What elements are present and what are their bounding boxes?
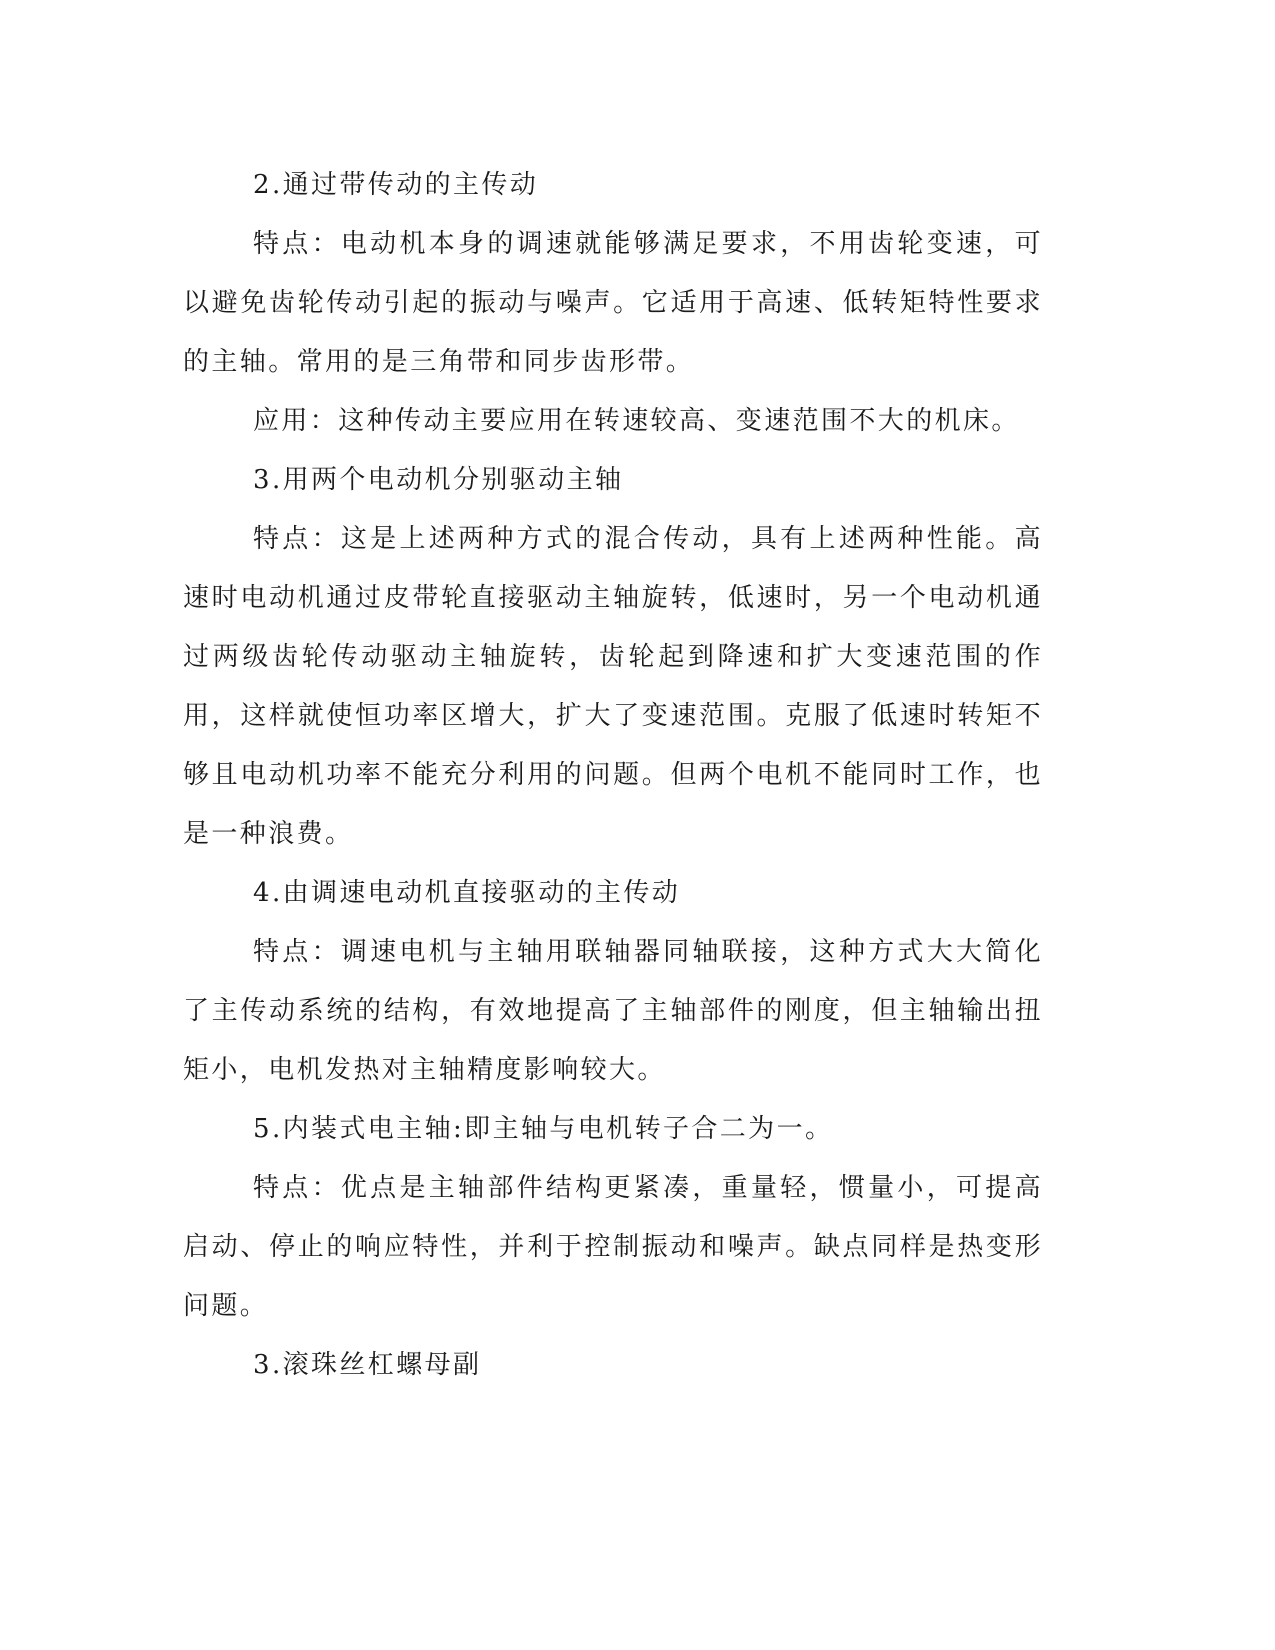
paragraph-belt-drive-application: 应用：这种传动主要应用在转速较高、变速范围不大的机床。: [253, 406, 1020, 436]
heading-dual-motor-drive: 3.用两个电动机分别驱动主轴: [253, 465, 624, 495]
heading-direct-motor-drive: 4.由调速电动机直接驱动的主传动: [253, 878, 681, 908]
heading-ball-screw: 3.滚珠丝杠螺母副: [253, 1350, 482, 1380]
paragraph-dual-motor-features: 特点：这是上述两种方式的混合传动，具有上述两种性能。高速时电动机通过皮带轮直接驱动主轴旋转，低速时，另一个电动机通过两级齿轮传动驱动主轴旋转，齿轮起到降速和扩大变速范围的作用，这样就使恒功率区增大，扩大了变速范围。克服了低速时转矩不够且电动机功率不能充分利用的问题。但两个电机不能同时工作，也是一种浪费。: [183, 524, 1043, 849]
heading-belt-drive: 2.通过带传动的主传动: [253, 170, 539, 200]
paragraph-direct-motor-features: 特点：调速电机与主轴用联轴器同轴联接，这种方式大大简化了主传动系统的结构，有效地提高了主轴部件的刚度，但主轴输出扭矩小，电机发热对主轴精度影响较大。: [183, 937, 1043, 1085]
document-body: [183, 156, 1043, 1395]
paragraph-built-in-spindle-features: 特点：优点是主轴部件结构更紧凑，重量轻，惯量小，可提高启动、停止的响应特性，并利于控制振动和噪声。缺点同样是热变形问题。: [183, 1173, 1043, 1321]
paragraph-belt-drive-features: 特点：电动机本身的调速就能够满足要求，不用齿轮变速，可以避免齿轮传动引起的振动与噪声。它适用于高速、低转矩特性要求的主轴。常用的是三角带和同步齿形带。: [183, 229, 1043, 377]
heading-built-in-spindle: 5.内装式电主轴:即主轴与电机转子合二为一。: [253, 1114, 834, 1144]
